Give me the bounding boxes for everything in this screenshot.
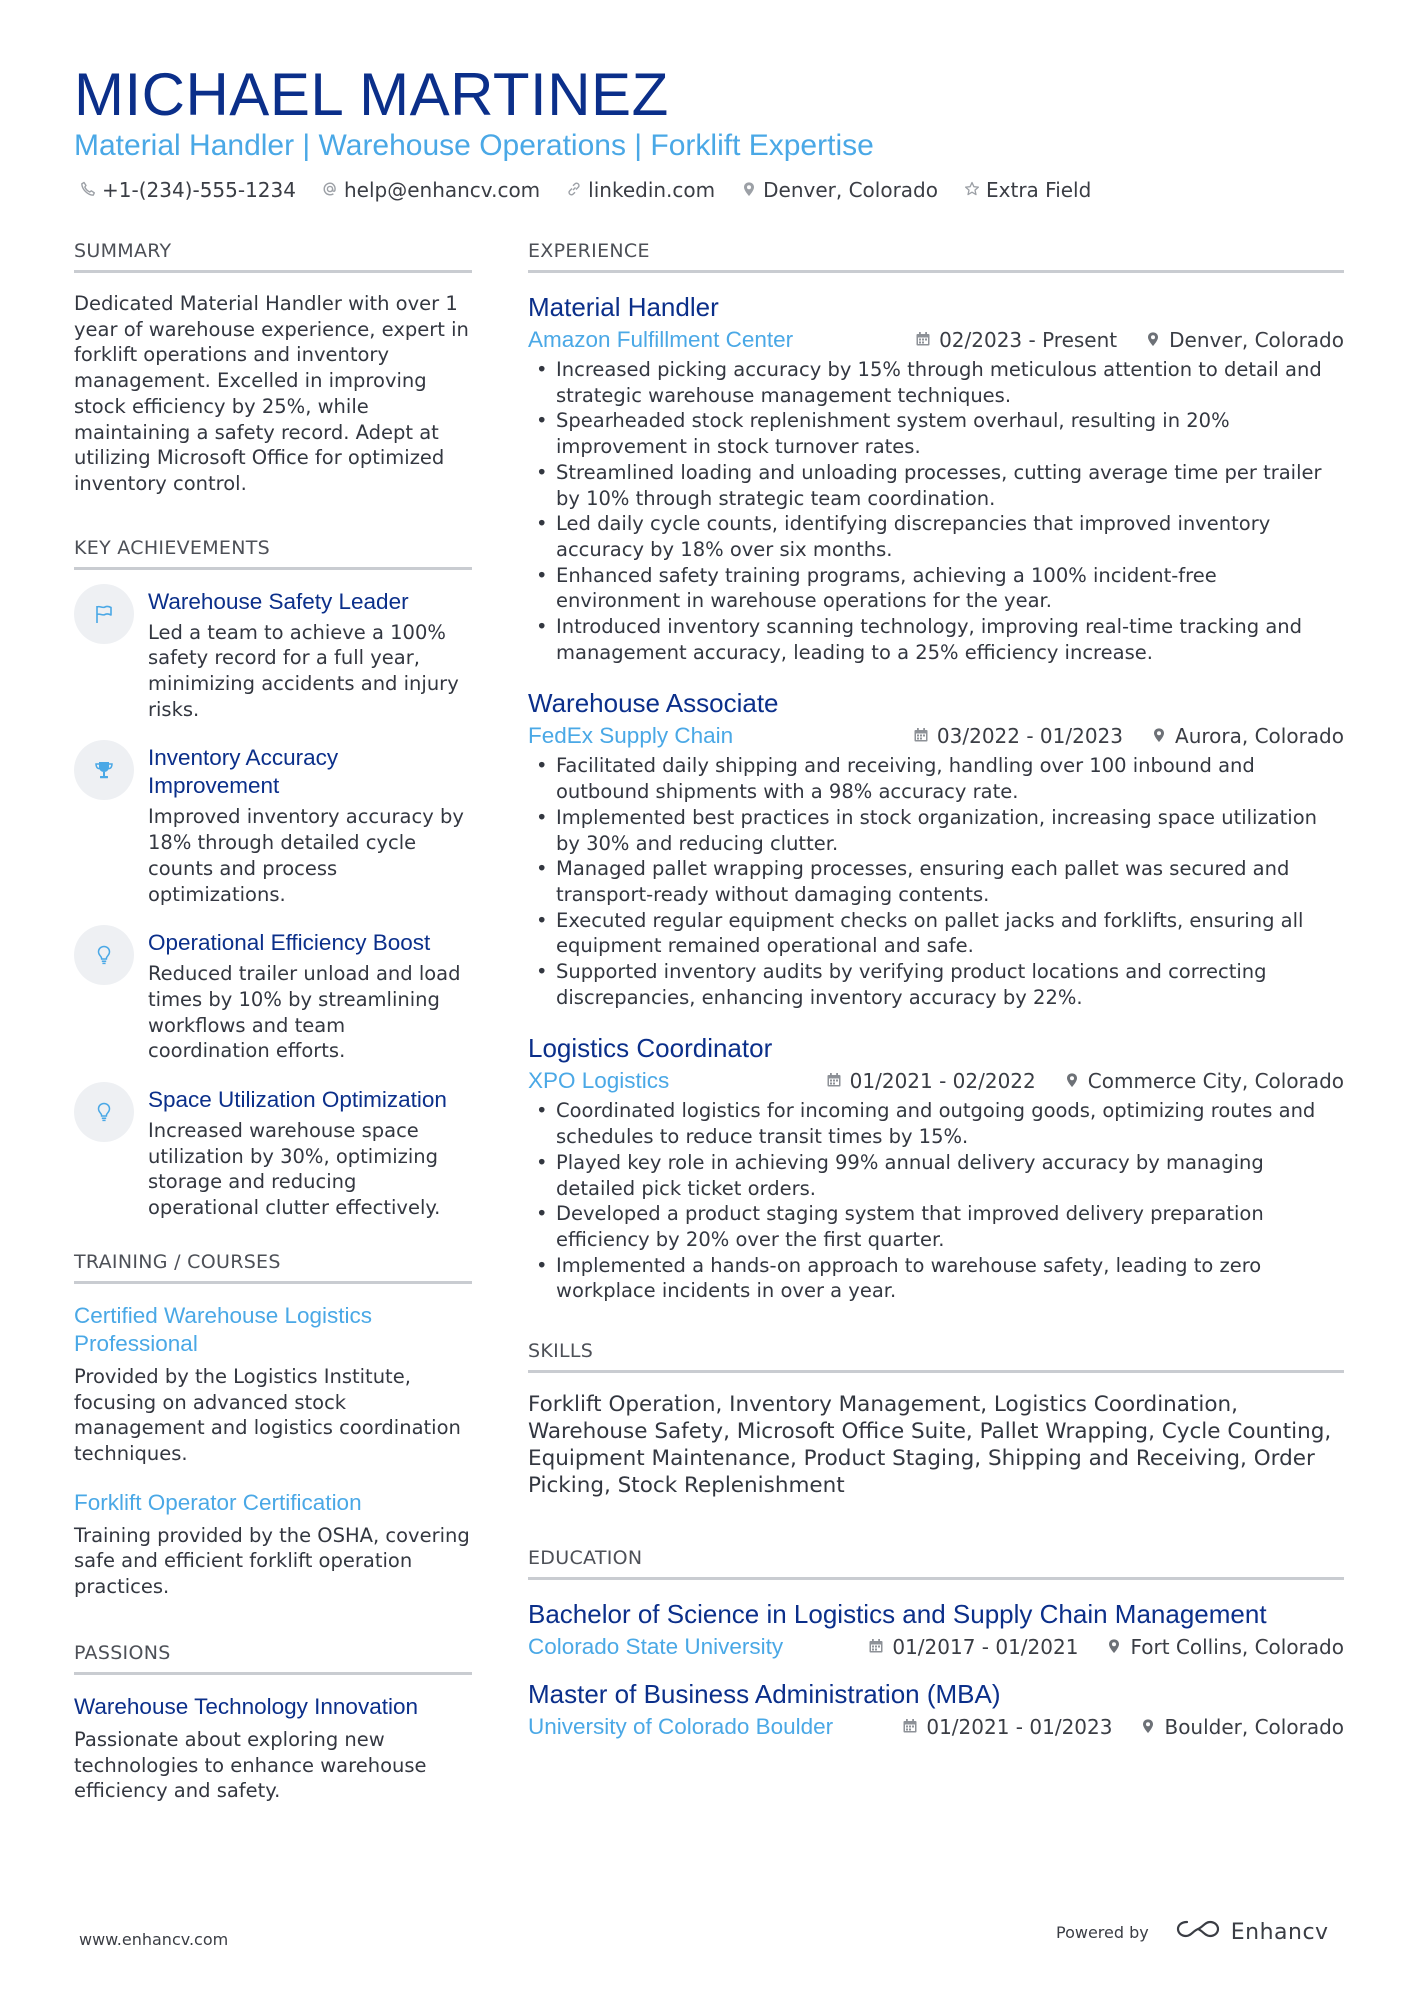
job-dates-text: 02/2023 - Present [939,328,1118,352]
training-item [74,1302,472,1467]
job-dates-text: 03/2022 - 01/2023 [936,724,1124,749]
achievement-text: Improved inventory accuracy by 18% through detailed cycle counts and process optimizations. [148,805,464,906]
training-item [74,1489,472,1600]
powered-by-label: Powered by [1056,1922,1149,1942]
lightbulb-icon [74,925,134,985]
brand-logo[interactable] [1175,1918,1329,1946]
location-icon [1064,1069,1080,1093]
contact-bar [80,178,1091,202]
job-dates [913,724,1123,748]
skills-section [528,1338,1344,1499]
contact-location-text: Denver, Colorado [763,178,938,202]
job-location-text: Commerce City, Colorado [1087,1069,1344,1094]
summary-heading: SUMMARY [74,238,472,273]
brand-name: Enhancv [1230,1919,1329,1945]
contact-email-text: help@enhancv.com [343,178,541,202]
degree-title: Bachelor of Science in Logistics and Supply Chain Management [528,1599,1267,1630]
passions-section [74,1640,472,1804]
education-dates-text: 01/2021 - 01/2023 [926,1715,1113,1740]
job-entry [528,1032,1344,1304]
passion-item [74,1693,472,1804]
calendar-icon [902,1715,918,1739]
school-name: Colorado State University [528,1634,784,1660]
achievement-title: Space Utilization Optimization [148,1087,447,1113]
job-entry [528,687,1344,1010]
achievement-item [74,1086,472,1221]
bullet: • Supported inventory audits by verifying product locations and correcting discrepancies, enhancing inventory accuracy by 22%. [528,959,1344,1010]
contact-phone[interactable] [80,178,296,202]
education-location [1106,1635,1344,1659]
bullet: • Implemented best practices in stock organization, increasing space utilization by 30% and reducing clutter. [528,805,1344,856]
education-location [1140,1715,1344,1739]
bullet: • Implemented a hands-on approach to warehouse safety, leading to zero workplace incidents in over a year. [528,1253,1344,1304]
job-location [1151,724,1344,748]
job-dates [915,328,1117,352]
education-section [528,1545,1344,1740]
training-text: Training provided by the OSHA, covering safe and efficient forklift operation practices. [74,1523,470,1599]
training-text: Provided by the Logistics Institute, focusing on advanced stock management and logistics coordination techniques. [74,1364,461,1465]
bullet: • Increased picking accuracy by 15% through meticulous attention to detail and strategic warehouse management techniques. [528,357,1344,408]
achievement-title: Inventory Accuracy Improvement [148,745,339,799]
headline: Material Handler | Warehouse Operations | Forklift Expertise [74,129,874,162]
location-icon [1145,328,1161,352]
bullet: • Spearheaded stock replenishment system overhaul, resulting in 20% improvement in stock turnover rates. [528,408,1344,459]
job-bullets [528,753,1344,1010]
passion-title: Warehouse Technology Innovation [74,1693,418,1719]
job-entry [528,291,1344,665]
education-dates [902,1715,1112,1739]
company-name: Amazon Fulfillment Center [528,327,794,352]
bullet: • Enhanced safety training programs, achieving a 100% incident-free environment in warehouse operations for the year. [528,563,1344,614]
bullet: • Streamlined loading and unloading processes, cutting average time per trailer by 10% through strategic team coordination. [528,460,1344,511]
right-column [528,238,1344,1762]
job-location-text: Denver, Colorado [1169,328,1344,352]
training-title: Forklift Operator Certification [74,1489,362,1515]
job-location [1064,1069,1344,1093]
achievement-title: Operational Efficiency Boost [148,930,431,956]
skills-text: Forklift Operation, Inventory Management, Logistics Coordination, Warehouse Safety, Microsoft Office Suite, Pallet Wrapping, Cycle Counting, Equipment Maintenance, Product Staging, Shipping and Receiving, Order Picking, Stock Replenishment [528,1392,1332,1499]
training-section [74,1249,472,1600]
job-title: Material Handler [528,292,719,322]
education-dates-text: 01/2017 - 01/2021 [892,1635,1079,1660]
achievements-section [74,535,472,1221]
location-icon [1106,1635,1122,1659]
location-icon [1151,724,1167,748]
summary-text: Dedicated Material Handler with over 1 year of warehouse experience, expert in forklift operations and inventory management. Excelled in improving stock efficiency by 25%, while maintaining a safety record. Adept at utilizing Microsoft Office for optimized inventory control. [74,292,469,495]
bullet: • Managed pallet wrapping processes, ensuring each pallet was secured and transport-ready without damaging contents. [528,856,1344,907]
footer-website[interactable]: www.enhancv.com [79,1930,229,1949]
skills-heading: SKILLS [528,1338,1344,1373]
job-bullets [528,1098,1344,1304]
degree-title: Master of Business Administration (MBA) [528,1679,1001,1710]
bullet: • Introduced inventory scanning technology, improving real-time tracking and management accuracy, leading to a 25% efficiency increase. [528,614,1344,665]
bullet: • Led daily cycle counts, identifying discrepancies that improved inventory accuracy by 18% over six months. [528,511,1344,562]
bullet: • Played key role in achieving 99% annual delivery accuracy by managing detailed pick ticket orders. [528,1150,1344,1201]
education-dates [868,1635,1078,1659]
link-icon [566,178,582,202]
job-dates [826,1069,1036,1093]
achievement-text: Reduced trailer unload and load times by 10% by streamlining workflows and team coordination efforts. [148,962,461,1063]
contact-linkedin-text: linkedin.com [588,178,716,202]
achievement-item [74,588,472,723]
footer-branding [1056,1918,1329,1946]
bullet: • Facilitated daily shipping and receiving, handling over 100 inbound and outbound shipments with a 98% accuracy rate. [528,753,1344,804]
education-location-text: Fort Collins, Colorado [1130,1635,1344,1660]
contact-phone-text: +1-(234)-555-1234 [102,178,296,202]
left-column [74,238,472,1804]
location-icon [741,178,757,202]
summary-section [74,238,472,497]
bullet: • Developed a product staging system that improved delivery preparation efficiency by 20% over the first quarter. [528,1201,1344,1252]
location-icon [1140,1715,1156,1739]
job-location [1145,328,1344,352]
at-icon [322,178,338,202]
achievement-item [74,929,472,1064]
contact-extra-text: Extra Field [986,178,1092,202]
education-heading: EDUCATION [528,1545,1344,1580]
company-name: FedEx Supply Chain [528,723,734,749]
contact-location [741,178,938,202]
job-dates-text: 01/2021 - 02/2022 [849,1069,1036,1094]
phone-icon [80,178,96,202]
trophy-icon [74,740,134,800]
education-location-text: Boulder, Colorado [1164,1715,1344,1740]
bullet: • Executed regular equipment checks on pallet jacks and forklifts, ensuring all equipment remained operational and safe. [528,908,1344,959]
achievement-item [74,744,472,907]
flag-icon [74,584,134,644]
passions-heading: PASSIONS [74,1640,472,1675]
education-entry [528,1678,1344,1740]
job-title: Warehouse Associate [528,688,779,719]
passion-text: Passionate about exploring new technologies to enhance warehouse efficiency and safety. [74,1727,427,1803]
contact-extra [964,178,1091,202]
candidate-name: MICHAEL MARTINEZ [74,61,669,128]
calendar-icon [915,328,931,352]
calendar-icon [826,1069,842,1093]
experience-heading: EXPERIENCE [528,238,1344,273]
school-name: University of Colorado Boulder [528,1714,834,1740]
achievement-title: Warehouse Safety Leader [148,588,409,614]
contact-email[interactable] [322,178,540,202]
calendar-icon [868,1635,884,1659]
contact-linkedin[interactable] [566,178,715,202]
star-icon [964,178,980,202]
experience-section [528,238,1344,1304]
lightbulb-icon [74,1082,134,1142]
calendar-icon [913,724,929,748]
job-bullets [528,357,1344,665]
job-title: Logistics Coordinator [528,1033,773,1064]
education-entry [528,1598,1344,1660]
achievement-text: Led a team to achieve a 100% safety record for a full year, minimizing accidents and injury risks. [148,620,459,721]
training-title: Certified Warehouse Logistics Professional [74,1302,373,1356]
bullet: • Coordinated logistics for incoming and outgoing goods, optimizing routes and schedules to reduce transit times by 15%. [528,1098,1344,1149]
infinity-logo-icon [1175,1918,1221,1946]
company-name: XPO Logistics [528,1068,670,1094]
achievement-text: Increased warehouse space utilization by 30%, optimizing storage and reducing operational clutter effectively. [148,1119,441,1220]
training-heading: TRAINING / COURSES [74,1249,472,1284]
achievements-heading: KEY ACHIEVEMENTS [74,535,472,570]
job-location-text: Aurora, Colorado [1175,724,1344,749]
